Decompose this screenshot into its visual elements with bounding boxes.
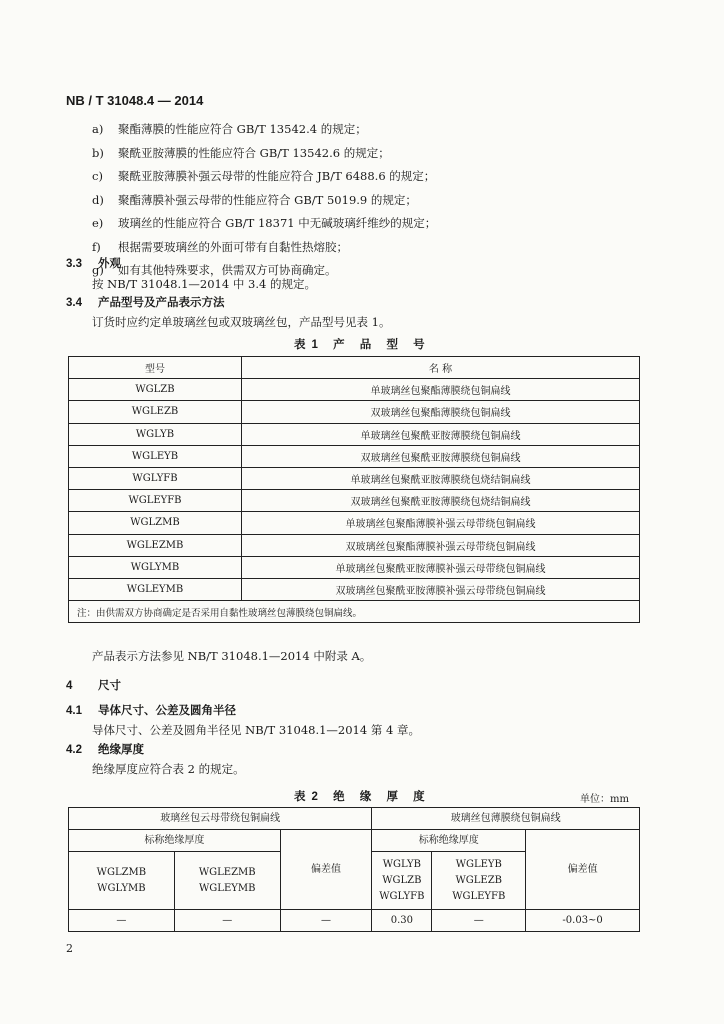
value-cell: —: [280, 910, 372, 932]
model-cell: WGLYMB: [69, 556, 242, 578]
name-cell: 单玻璃丝包聚酯薄膜绕包铜扁线: [242, 379, 640, 401]
section-number: 3.4: [66, 297, 82, 309]
list-text: 如有其他特殊要求，供需双方可协商确定。: [118, 263, 337, 277]
table-header-cell: 名 称: [242, 357, 640, 379]
section-number: 4.1: [66, 705, 82, 717]
name-cell: 单玻璃丝包聚酰亚胺薄膜补强云母带绕包铜扁线: [242, 556, 640, 578]
section-title: 外观: [98, 258, 121, 270]
model-code: WGLEYMB: [199, 882, 256, 894]
document-header: NB / T 31048.4 — 2014: [66, 93, 204, 108]
table2-unit: 单位：mm: [580, 794, 629, 805]
list-item: [92, 142, 436, 166]
list-label: a): [92, 122, 104, 136]
model-code: WGLYMB: [97, 882, 146, 894]
name-cell: 单玻璃丝包聚酰亚胺薄膜绕包烧结铜扁线: [242, 467, 640, 489]
list-label: g): [92, 263, 104, 277]
table-row: [69, 379, 640, 401]
table-header-row: [69, 357, 640, 379]
table-header-cell: 型号: [69, 357, 242, 379]
model-code: WGLEYB: [455, 858, 502, 870]
list-item: [92, 118, 436, 142]
name-cell: 双玻璃丝包聚酯薄膜绕包铜扁线: [242, 401, 640, 423]
table1-caption: 表1 产 品 型 号: [294, 339, 431, 351]
page-number: 2: [66, 942, 73, 955]
list-item: [92, 236, 436, 260]
list-label: b): [92, 145, 104, 160]
model-group-cell: [432, 852, 526, 910]
model-cell: WGLZMB: [69, 512, 242, 534]
table-row: [69, 578, 640, 600]
model-cell: WGLEYMB: [69, 578, 242, 600]
section-number: 4.2: [66, 744, 82, 756]
section-number: 3.3: [66, 258, 82, 270]
name-cell: 单玻璃丝包聚酯薄膜补强云母带绕包铜扁线: [242, 512, 640, 534]
list-text: 聚酰亚胺薄膜补强云母带的性能应符合 JB/T 6488.6 的规定；: [118, 169, 436, 183]
table-row: [69, 490, 640, 512]
table-row: [69, 534, 640, 556]
value-cell: 0.30: [372, 910, 432, 932]
model-cell: WGLZB: [69, 379, 242, 401]
section-3-3-heading: [66, 255, 121, 271]
group-header-film: 玻璃丝包薄膜绕包铜扁线: [372, 808, 640, 830]
model-cell: WGLEZMB: [69, 534, 242, 556]
value-cell: —: [174, 910, 280, 932]
section-4-2-body: 绝缘厚度应符合表 2 的规定。: [92, 762, 245, 776]
list-text: 聚酯薄膜补强云母带的性能应符合 GB/T 5019.9 的规定；: [118, 192, 417, 207]
table-note-row: [69, 601, 640, 623]
list-label: d): [92, 192, 104, 207]
table2-caption: 表2 绝 缘 厚 度: [294, 791, 431, 803]
model-code: WGLYFB: [379, 890, 425, 902]
section-title: 导体尺寸、公差及圆角半径: [98, 705, 236, 717]
list-item: [92, 212, 436, 236]
section-3-4-heading: [66, 294, 225, 310]
name-cell: 双玻璃丝包聚酯薄膜补强云母带绕包铜扁线: [242, 534, 640, 556]
model-cell: WGLYB: [69, 423, 242, 445]
nominal-thickness-header: 标称绝缘厚度: [372, 830, 526, 852]
tolerance-header: 偏差值: [280, 830, 372, 910]
section-3-4-body: 订货时应约定单玻璃丝包或双玻璃丝包，产品型号见表 1。: [92, 315, 391, 329]
table-row: [69, 423, 640, 445]
model-code: WGLEZMB: [198, 866, 256, 878]
list-label: e): [92, 216, 104, 230]
list-text: 聚酰亚胺薄膜的性能应符合 GB/T 13542.6 的规定；: [118, 145, 390, 160]
model-code: WGLEYFB: [452, 890, 506, 902]
name-cell: 双玻璃丝包聚酰亚胺薄膜绕包铜扁线: [242, 445, 640, 467]
section-title: 尺寸: [98, 680, 121, 692]
requirements-list: [92, 118, 436, 283]
section-title: 产品型号及产品表示方法: [98, 297, 225, 309]
table-row: [69, 512, 640, 534]
section-4-heading: [66, 677, 121, 693]
name-cell: 双玻璃丝包聚酰亚胺薄膜绕包烧结铜扁线: [242, 490, 640, 512]
model-group-cell: [372, 852, 432, 910]
model-code: WGLZMB: [96, 866, 147, 878]
list-item: [92, 165, 436, 189]
model-cell: WGLEYB: [69, 445, 242, 467]
section-4-2-heading: [66, 741, 144, 757]
section-4-1-body: 导体尺寸、公差及圆角半径见 NB/T 31048.1—2014 第 4 章。: [92, 723, 420, 737]
section-number: 4: [66, 680, 73, 692]
product-model-table: [68, 356, 640, 623]
table-row: [69, 445, 640, 467]
nominal-thickness-header: 标称绝缘厚度: [69, 830, 281, 852]
name-cell: 双玻璃丝包聚酰亚胺薄膜补强云母带绕包铜扁线: [242, 578, 640, 600]
list-text: 根据需要玻璃丝的外面可带有自黏性热熔胶；: [118, 239, 348, 254]
table-row: [69, 556, 640, 578]
table-row: [69, 467, 640, 489]
model-code: WGLYB: [382, 858, 421, 870]
model-code: WGLEZB: [455, 874, 503, 886]
model-cell: WGLEYFB: [69, 490, 242, 512]
representation-note: 产品表示方法参见 NB/T 31048.1—2014 中附录 A。: [92, 649, 372, 663]
list-label: c): [92, 169, 103, 183]
table-note: 注：由供需双方协商确定是否采用自黏性玻璃丝包薄膜绕包铜扁线。: [69, 601, 640, 623]
list-text: 玻璃丝的性能应符合 GB/T 18371 中无碱玻璃纤维纱的规定；: [118, 216, 437, 230]
list-label: f): [92, 239, 101, 254]
value-cell: —: [69, 910, 175, 932]
section-title: 绝缘厚度: [98, 744, 144, 756]
value-cell: —: [432, 910, 526, 932]
section-4-1-heading: [66, 702, 236, 718]
name-cell: 单玻璃丝包聚酰亚胺薄膜绕包铜扁线: [242, 423, 640, 445]
model-code: WGLZB: [382, 874, 422, 886]
model-group-cell: [174, 852, 280, 910]
list-text: 聚酯薄膜的性能应符合 GB/T 13542.4 的规定；: [118, 122, 367, 136]
model-group-cell: [69, 852, 175, 910]
section-3-3-body: 按 NB/T 31048.1—2014 中 3.4 的规定。: [92, 277, 316, 291]
model-cell: WGLYFB: [69, 467, 242, 489]
insulation-thickness-table: [68, 807, 640, 932]
table-row: [69, 401, 640, 423]
table-group-row: [69, 808, 640, 830]
tolerance-header: 偏差值: [526, 830, 640, 910]
table-subheader-row: [69, 830, 640, 852]
group-header-mica: 玻璃丝包云母带绕包铜扁线: [69, 808, 372, 830]
model-cell: WGLEZB: [69, 401, 242, 423]
table-row: [69, 910, 640, 932]
list-item: [92, 189, 436, 213]
value-cell: -0.03~0: [526, 910, 640, 932]
